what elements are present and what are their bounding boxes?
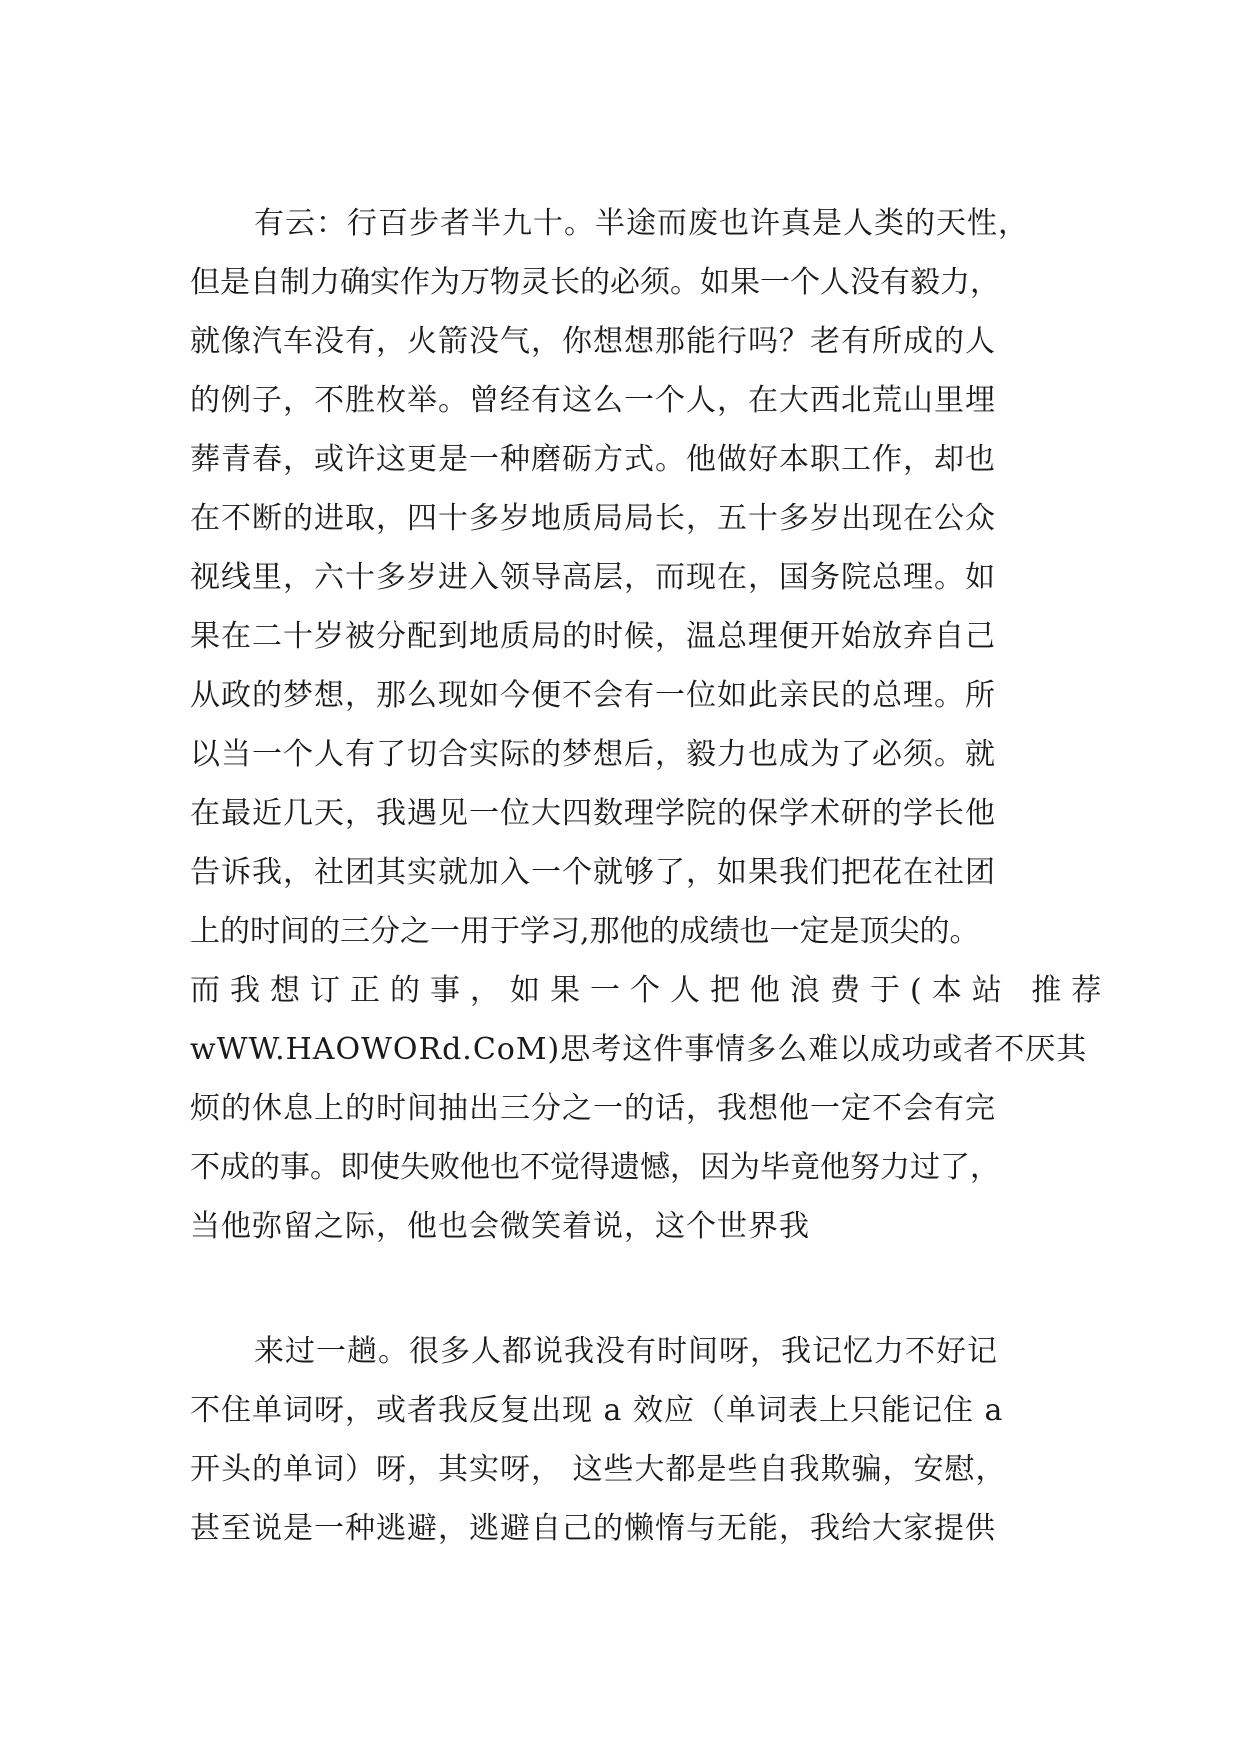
text-line: 果在二十岁被分配到地质局的时候，温总理便开始放弃自己 bbox=[190, 619, 996, 654]
text-line: 视线里，六十多岁进入领导高层，而现在，国务院总理。如 bbox=[190, 560, 996, 595]
text-line: 在不断的进取，四十多岁地质局局长，五十多岁出现在公众 bbox=[190, 501, 996, 536]
text-line: 甚至说是一种逃避，逃避自己的懒惰与无能，我给大家提供 bbox=[190, 1511, 996, 1546]
text-line: 但是自制力确实作为万物灵长的必须。如果一个人没有毅力， bbox=[190, 265, 1000, 300]
text-line: wWW.HAOWORd.CoM)思考这件事情多么难以成功或者不厌其 bbox=[190, 1032, 1088, 1067]
text-line: 有云：行百步者半九十。半途而废也许真是人类的天性， bbox=[254, 206, 1029, 241]
paragraph-1 bbox=[190, 194, 1112, 1256]
text-line: 不成的事。即使失败他也不觉得遗憾，因为毕竟他努力过了， bbox=[190, 1150, 1000, 1185]
paragraph-2 bbox=[190, 1322, 1070, 1558]
text-line: 烦的休息上的时间抽出三分之一的话，我想他一定不会有完 bbox=[190, 1091, 996, 1126]
text-line: 在最近几天，我遇见一位大四数理学院的保学术研的学长他 bbox=[190, 796, 996, 831]
text-line: 告诉我，社团其实就加入一个就够了，如果我们把花在社团 bbox=[190, 855, 996, 890]
text-line: 上的时间的三分之一用于学习,那他的成绩也一定是顶尖的。 bbox=[190, 914, 980, 949]
text-line: 开头的单词）呀，其实呀， 这些大都是些自我欺骗，安慰， bbox=[190, 1452, 1007, 1487]
text-line: 不住单词呀，或者我反复出现 a 效应（单词表上只能记住 a bbox=[190, 1393, 1004, 1428]
text-line: 来过一趟。很多人都说我没有时间呀，我记忆力不好记 bbox=[254, 1334, 998, 1369]
text-line: 从政的梦想，那么现如今便不会有一位如此亲民的总理。所 bbox=[190, 678, 996, 713]
text-line: 当他弥留之际，他也会微笑着说，这个世界我 bbox=[190, 1209, 810, 1244]
text-line: 就像汽车没有，火箭没气，你想想那能行吗？老有所成的人 bbox=[190, 324, 996, 359]
text-line: 葬青春，或许这更是一种磨砺方式。他做好本职工作，却也 bbox=[190, 442, 996, 477]
text-line: 以当一个人有了切合实际的梦想后，毅力也成为了必须。就 bbox=[190, 737, 996, 772]
text-line: 而我想订正的事，如果一个人把他浪费于(本站 推荐 bbox=[190, 973, 1112, 1008]
text-line: 的例子，不胜枚举。曾经有这么一个人，在大西北荒山里埋 bbox=[190, 383, 996, 418]
